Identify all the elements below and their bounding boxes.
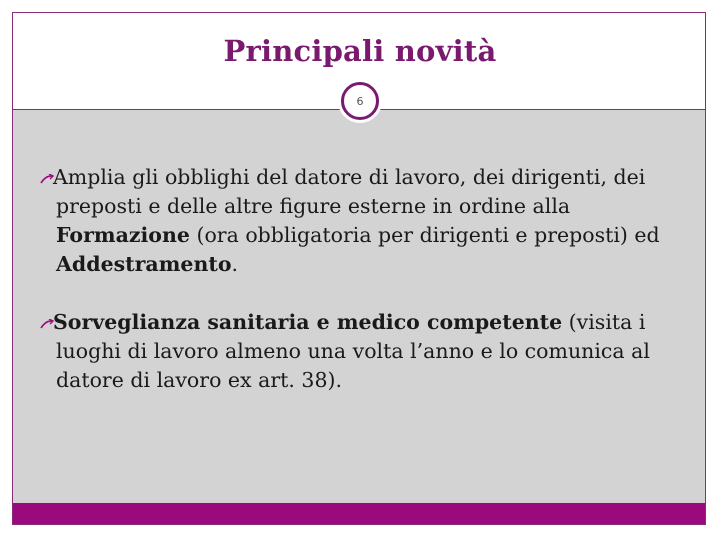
bullet-bold-term: Sorveglianza sanitaria e medico competente — [53, 310, 563, 334]
bullet-bold-term: Addestramento — [56, 252, 232, 276]
bullet-list — [40, 163, 690, 395]
bullet-text: (ora obbligatoria per dirigenti e preposti) ed — [189, 223, 660, 247]
page-number-badge — [341, 82, 379, 120]
slide-title: Principali novità — [223, 34, 497, 68]
bullet-arrow-icon — [40, 163, 58, 192]
bullet-text: . — [231, 252, 239, 276]
bottom-bar — [13, 503, 705, 524]
bullet-item-formazione — [40, 163, 690, 279]
bullet-bold-term: Formazione — [56, 223, 190, 247]
bullet-item-sorveglianza — [40, 308, 690, 395]
page-number: 6 — [356, 94, 364, 108]
bullet-text: Amplia gli obblighi del datore di lavoro, dei dirigenti, dei preposti e delle altre figure esterne in ordine alla — [53, 165, 646, 218]
bullet-arrow-icon — [40, 308, 58, 337]
bullet-text: (visita i luoghi di lavoro almeno una volta l’anno e lo comunica al datore di lavoro ex art. 38). — [56, 310, 650, 392]
